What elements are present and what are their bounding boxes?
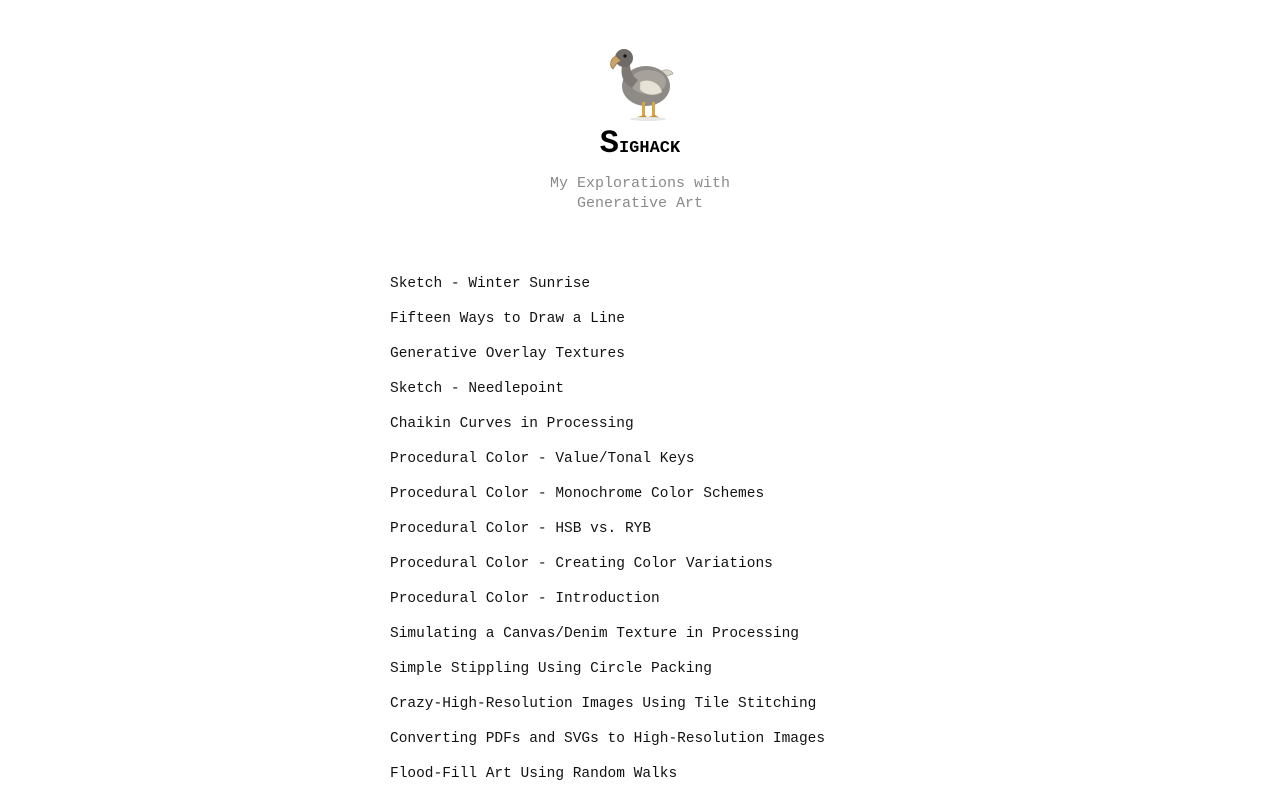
post-link[interactable]: Sketch - Winter Sunrise xyxy=(390,276,591,292)
post-link[interactable]: Procedural Color - Monochrome Color Schemes xyxy=(390,486,765,502)
list-item xyxy=(390,344,910,379)
site-tagline: My Explorations with Generative Art xyxy=(549,175,731,212)
site-title-initial: S xyxy=(599,125,619,162)
list-item xyxy=(390,484,910,519)
post-link[interactable]: Procedural Color - HSB vs. RYB xyxy=(390,521,652,537)
post-link[interactable]: Sketch - Needlepoint xyxy=(390,381,565,397)
post-link[interactable]: Generative Overlay Textures xyxy=(390,346,625,362)
site-title-rest: ighack xyxy=(618,133,681,160)
post-link[interactable]: Procedural Color - Creating Color Variations xyxy=(390,556,773,572)
list-item xyxy=(390,729,910,764)
list-item xyxy=(390,624,910,659)
list-item xyxy=(390,659,910,694)
list-item xyxy=(390,274,910,309)
list-item xyxy=(390,589,910,624)
list-item xyxy=(390,309,910,344)
list-item xyxy=(390,449,910,484)
list-item xyxy=(390,519,910,554)
list-item xyxy=(390,379,910,414)
post-link[interactable]: Converting PDFs and SVGs to High-Resolution Images xyxy=(390,731,826,747)
post-link[interactable]: Simple Stippling Using Circle Packing xyxy=(390,661,712,677)
list-item xyxy=(390,414,910,449)
post-list xyxy=(390,274,910,799)
post-link[interactable]: Procedural Color - Introduction xyxy=(390,591,660,607)
site-title[interactable] xyxy=(0,124,1280,167)
post-link[interactable]: Fifteen Ways to Draw a Line xyxy=(390,311,625,327)
post-link[interactable]: Crazy-High-Resolution Images Using Tile Stitching xyxy=(390,696,817,712)
list-item xyxy=(390,764,910,799)
post-link[interactable]: Procedural Color - Value/Tonal Keys xyxy=(390,451,695,467)
list-item xyxy=(390,554,910,589)
list-item xyxy=(390,694,910,729)
post-link[interactable]: Simulating a Canvas/Denim Texture in Processing xyxy=(390,626,799,642)
post-link[interactable]: Chaikin Curves in Processing xyxy=(390,416,634,432)
post-link[interactable]: Flood-Fill Art Using Random Walks xyxy=(390,766,678,782)
dodo-logo-icon[interactable] xyxy=(604,42,676,122)
